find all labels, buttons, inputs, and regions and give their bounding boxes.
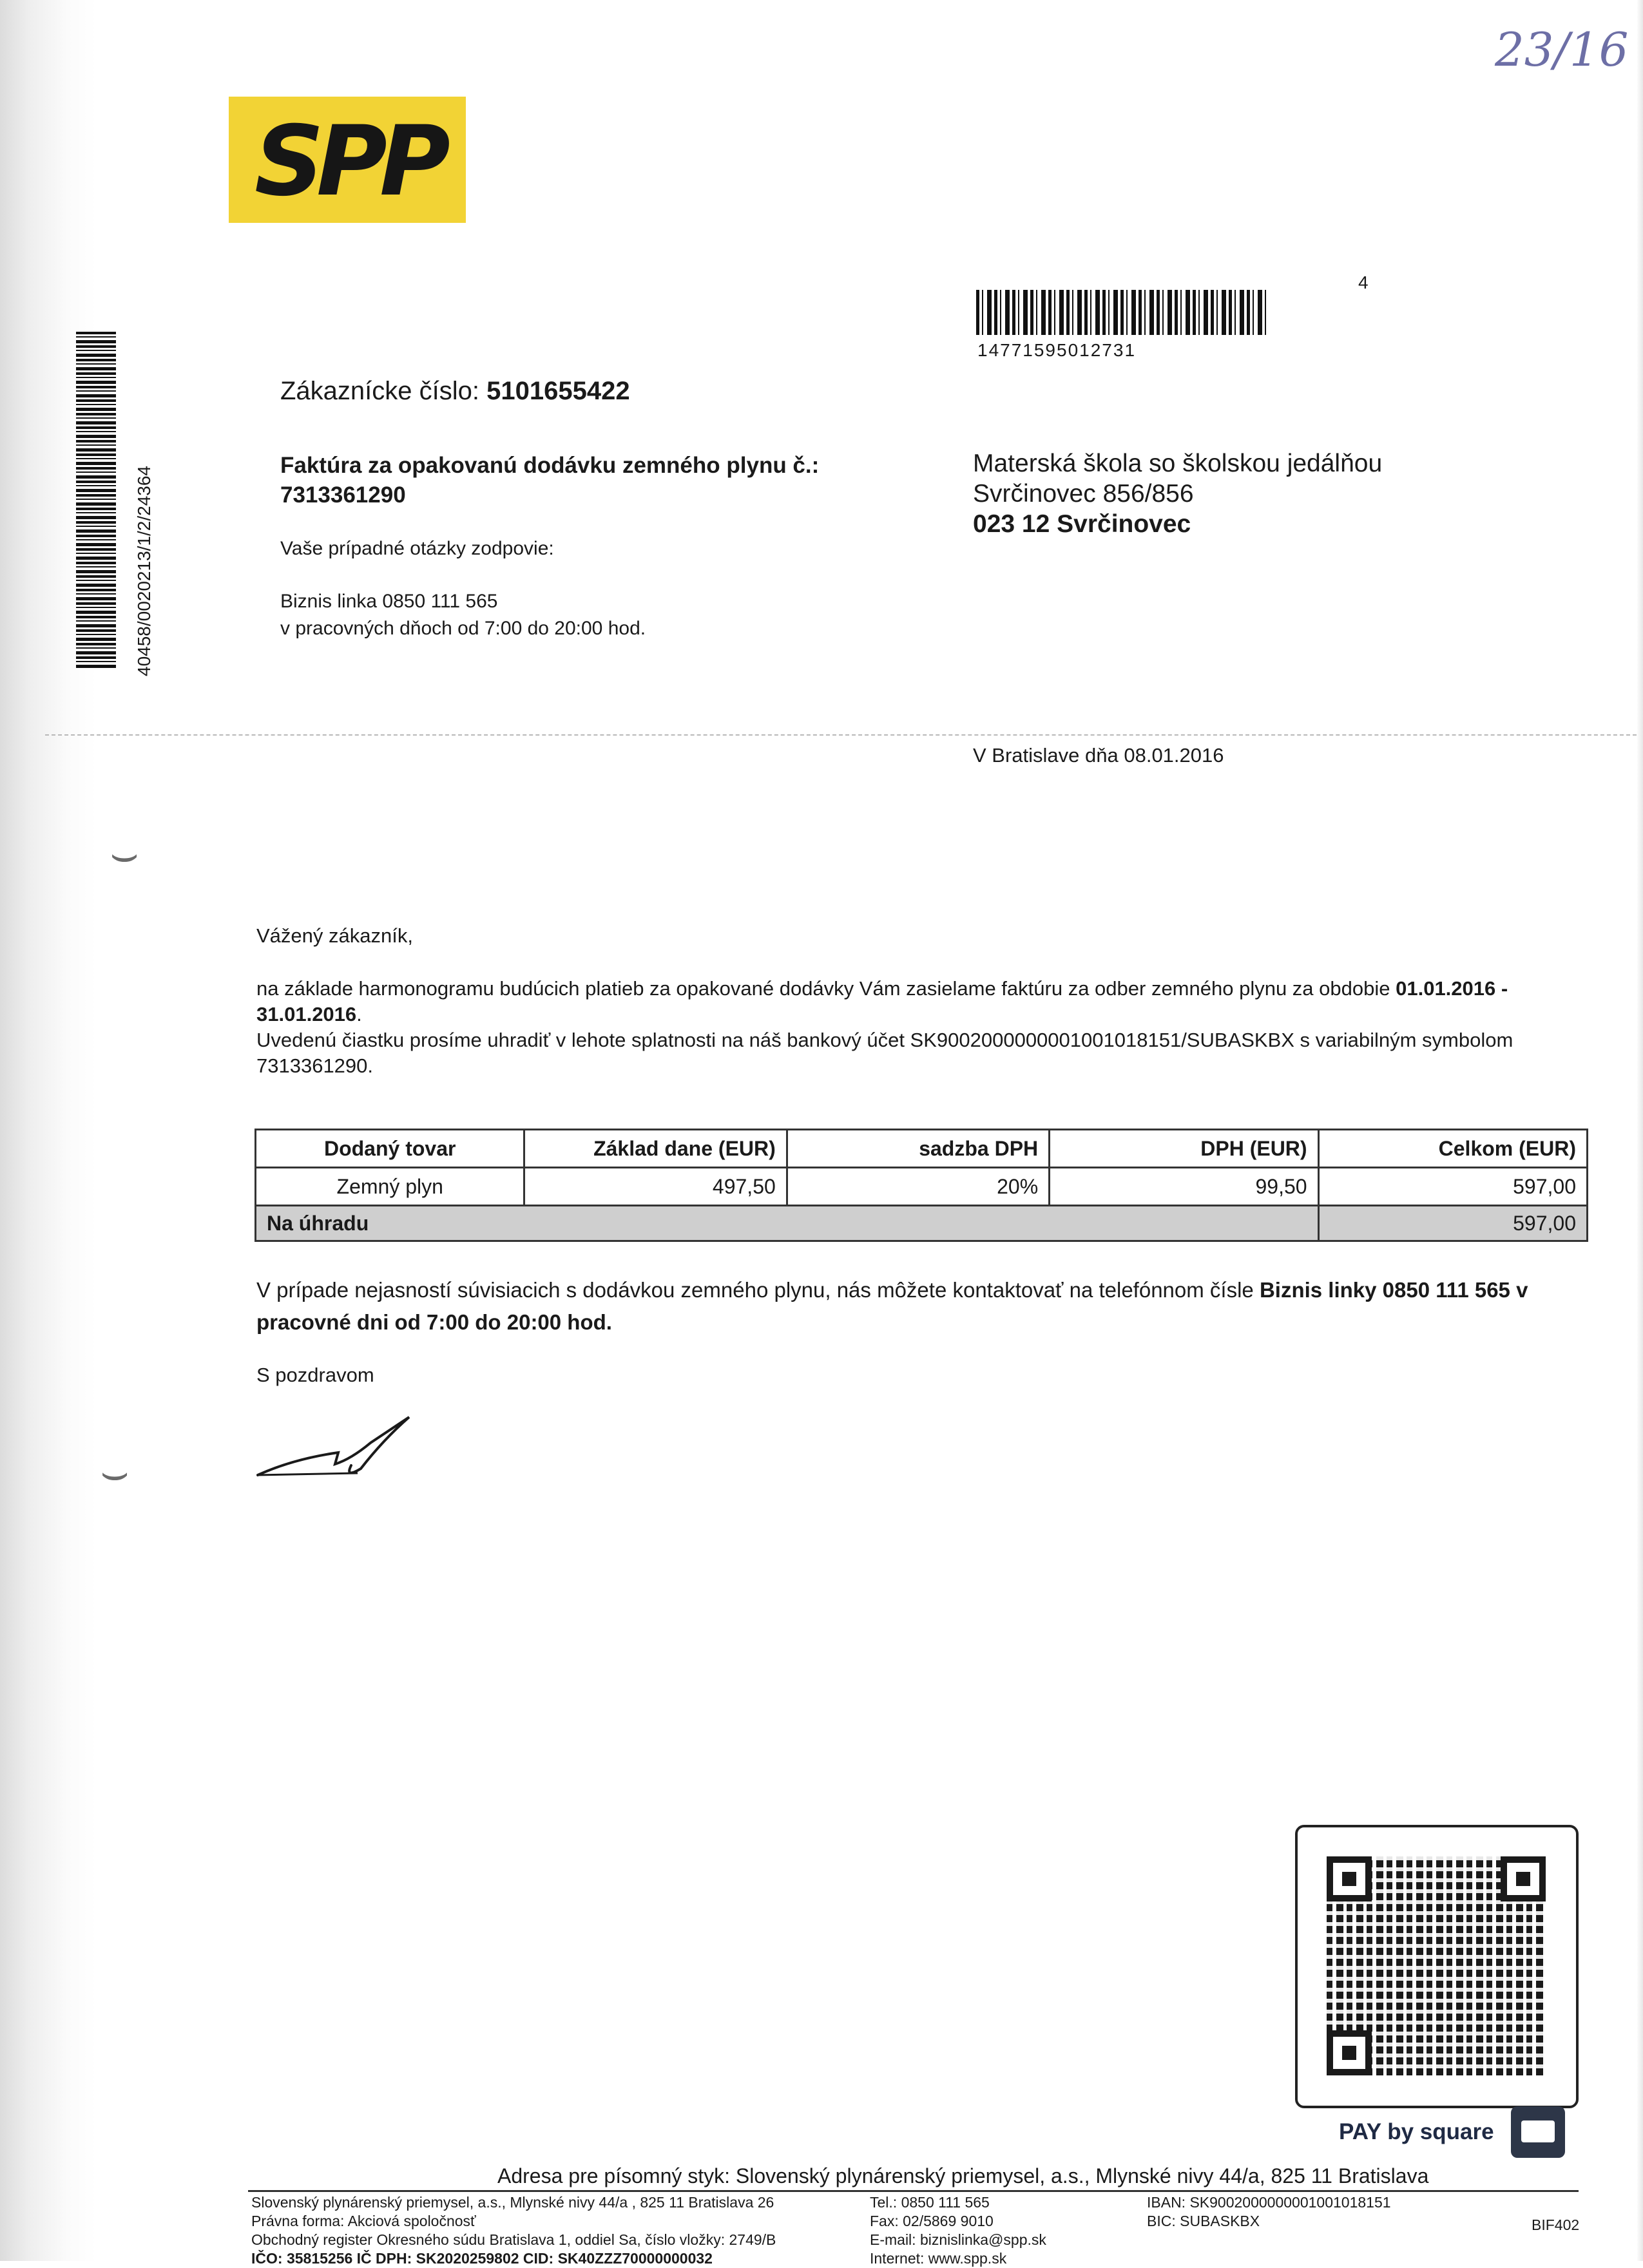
cell-goods: Zemný plyn xyxy=(256,1168,524,1206)
pay-by-square-qr xyxy=(1295,1825,1579,2108)
signature xyxy=(255,1414,422,1488)
footer-register: Obchodný register Okresného súdu Bratislava 1, oddiel Sa, číslo vložky: 2749/B xyxy=(251,2231,776,2248)
barcode-number: 14771595012731 xyxy=(977,340,1137,360)
header-vat-rate: sadzba DPH xyxy=(787,1130,1049,1168)
total-value: 597,00 xyxy=(1318,1206,1587,1241)
hotline-hours: v pracovných dňoch od 7:00 do 20:00 hod. xyxy=(280,618,646,639)
cell-tax-base: 497,50 xyxy=(524,1168,787,1206)
closing: S pozdravom xyxy=(256,1364,374,1386)
qr-finder xyxy=(1327,2030,1372,2075)
cell-vat-rate: 20% xyxy=(787,1168,1049,1206)
side-code: 40458/0020213/1/2/24364 xyxy=(134,466,154,676)
qr-finder xyxy=(1501,1856,1546,1901)
table-row xyxy=(256,1168,1588,1206)
cell-vat: 99,50 xyxy=(1050,1168,1318,1206)
paragraph-1-text: na základe harmonogramu budúcich platieb za opakované dodávky Vám zasielame faktúru za odber zemného plynu za obdobie xyxy=(256,977,1396,1000)
contact-note-bold: Biznis linky 0850 111 565 v pracovné dni od 7:00 do 20:00 hod. xyxy=(256,1278,1528,1334)
customer-number-value: 5101655422 xyxy=(486,377,630,405)
footer-bank xyxy=(1147,2193,1391,2231)
invoice-number: 7313361290 xyxy=(280,482,406,508)
barcode xyxy=(976,290,1266,335)
hotline-info xyxy=(280,588,646,642)
invoice-title xyxy=(280,451,918,510)
footer-legal-form: Právna forma: Akciová spoločnosť xyxy=(251,2213,476,2229)
pay-by-square-label: PAY by square xyxy=(1339,2119,1494,2144)
header-tax-base: Základ dane (EUR) xyxy=(524,1130,787,1168)
table-header-row xyxy=(256,1130,1588,1168)
footer-divider xyxy=(248,2190,1579,2192)
footer-bic: BIC: SUBASKBX xyxy=(1147,2213,1260,2229)
total-row xyxy=(256,1206,1588,1241)
footer-fax: Fax: 02/5869 9010 xyxy=(870,2213,994,2229)
total-label: Na úhradu xyxy=(256,1206,1319,1241)
footer-email: E-mail: biznislinka@spp.sk xyxy=(870,2231,1046,2248)
fold-line xyxy=(45,734,1637,736)
header-goods: Dodaný tovar xyxy=(256,1130,524,1168)
side-barcode xyxy=(76,332,116,670)
footer-web: Internet: www.spp.sk xyxy=(870,2250,1007,2267)
form-code: BIF402 xyxy=(1532,2216,1580,2233)
footer-tel: Tel.: 0850 111 565 xyxy=(870,2194,990,2211)
recipient-address xyxy=(973,448,1382,539)
logo-text: SPP xyxy=(255,106,443,218)
page-number: 4 xyxy=(1358,272,1369,292)
contact-note-text: V prípade nejasností súvisiacich s dodávkou zemného plynu, nás môžete kontaktovať na telefónnom čísle xyxy=(256,1278,1260,1302)
footer-company xyxy=(251,2193,776,2268)
letter-body xyxy=(256,976,1603,1079)
spp-logo xyxy=(229,97,466,223)
recipient-city: 023 12 Svrčinovec xyxy=(973,510,1191,538)
staple-mark: ⌣ xyxy=(100,1447,130,1497)
header-total: Celkom (EUR) xyxy=(1318,1130,1587,1168)
staple-mark: ⌣ xyxy=(110,828,140,879)
place-date: V Bratislave dňa 08.01.2016 xyxy=(973,744,1224,767)
paragraph-1 xyxy=(256,976,1603,1027)
paragraph-1-end: . xyxy=(356,1003,362,1025)
recipient-street: Svrčinovec 856/856 xyxy=(973,480,1194,508)
footer-contact xyxy=(870,2193,1046,2268)
recipient-name: Materská škola so školskou jedálňou xyxy=(973,450,1383,477)
qr-finder xyxy=(1327,1856,1372,1901)
header-vat: DPH (EUR) xyxy=(1050,1130,1318,1168)
scan-shadow-right xyxy=(1637,0,1643,2261)
contact-note xyxy=(256,1274,1577,1339)
questions-label: Vaše prípadné otázky zodpovie: xyxy=(280,538,554,559)
handwritten-note: 23/16 xyxy=(1495,23,1629,77)
customer-number-label: Zákaznícke číslo: xyxy=(280,377,480,405)
paragraph-2: Uvedenú čiastku prosíme uhradiť v lehote splatnosti na náš bankový účet SK9002000000001001018151/SUBASKBX s variabilným symbolom 7313361290. xyxy=(256,1029,1513,1077)
customer-number xyxy=(280,377,630,406)
cell-total: 597,00 xyxy=(1318,1168,1587,1206)
hotline-number: Biznis linka 0850 111 565 xyxy=(280,591,498,612)
billing-period: 01.01.2016 - 31.01.2016 xyxy=(256,977,1508,1025)
invoice-title-text: Faktúra za opakovanú dodávku zemného plynu č.: xyxy=(280,453,820,478)
greeting: Vážený zákazník, xyxy=(256,924,413,947)
footer-company-name: Slovenský plynárenský priemysel, a.s., Mlynské nivy 44/a , 825 11 Bratislava 26 xyxy=(251,2194,774,2211)
card-icon xyxy=(1511,2106,1565,2158)
footer-ids: IČO: 35815256 IČ DPH: SK2020259802 CID: SK40ZZZ70000000032 xyxy=(251,2250,713,2267)
correspondence-address: Adresa pre písomný styk: Slovenský plynárenský priemysel, a.s., Mlynské nivy 44/a, 825 11 Bratislava xyxy=(497,2164,1429,2187)
footer-iban: IBAN: SK9002000000001001018151 xyxy=(1147,2194,1391,2211)
invoice-table xyxy=(255,1129,1588,1242)
